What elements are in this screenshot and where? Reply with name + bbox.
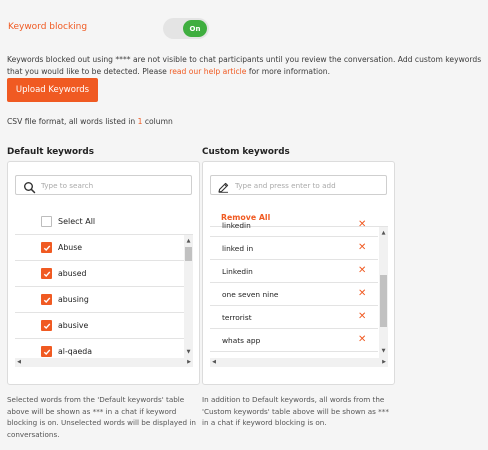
keyword-checkbox[interactable] xyxy=(41,320,52,331)
keyword-checkbox[interactable] xyxy=(41,268,52,279)
csv-column-count: 1 xyxy=(137,117,143,126)
description-text-end: for more information. xyxy=(246,67,331,76)
toggle-on-label: On xyxy=(183,20,207,37)
scrollbar-thumb[interactable] xyxy=(185,247,192,261)
keyword-checkbox[interactable] xyxy=(41,294,52,305)
keyword-label: abused xyxy=(58,269,87,278)
default-list-horizontal-scrollbar[interactable] xyxy=(15,358,193,367)
csv-note-text-end: column xyxy=(142,117,173,126)
select-all-label: Select All xyxy=(58,216,96,226)
keyword-label: abusing xyxy=(58,295,89,304)
scroll-left-arrow-icon[interactable]: ◀ xyxy=(17,359,21,365)
remove-keyword-icon[interactable]: ✕ xyxy=(358,242,367,253)
custom-keyword-label: one seven nine xyxy=(222,290,279,299)
select-all-checkbox[interactable] xyxy=(41,216,52,227)
csv-note-text: CSV file format, all words listed in xyxy=(7,117,138,126)
upload-keywords-button[interactable]: Upload Keywords xyxy=(7,78,98,102)
remove-all-button[interactable]: Remove All xyxy=(221,213,271,222)
list-item[interactable] xyxy=(15,261,185,287)
default-keywords-note: Selected words from the 'Default keywords' table above will be shown as *** in a chat if keyword blocking is on. Unselected words will be displayed in conversations. xyxy=(7,395,196,439)
custom-keyword-entry[interactable] xyxy=(210,175,387,195)
scroll-up-arrow-icon[interactable]: ▲ xyxy=(186,238,191,244)
keyword-checkbox[interactable] xyxy=(41,242,52,253)
keyword-blocking-title: Keyword blocking xyxy=(8,22,88,32)
keyword-label: al-qaeda xyxy=(58,347,93,356)
custom-list-horizontal-scrollbar[interactable] xyxy=(210,358,388,367)
scroll-right-arrow-icon[interactable]: ▶ xyxy=(382,359,386,365)
list-item[interactable] xyxy=(15,287,185,313)
default-list-vertical-scrollbar[interactable] xyxy=(184,235,193,359)
scroll-down-arrow-icon[interactable]: ▼ xyxy=(381,348,386,354)
keyword-blocking-description xyxy=(7,54,485,78)
description-text: Keywords blocked out using **** are not visible to chat participants until you review the conversation. Add custom keywords that you would like to be detected. Please xyxy=(7,55,482,76)
custom-keyword-label: whats app xyxy=(222,336,261,345)
custom-keywords-panel xyxy=(202,161,395,385)
list-item xyxy=(210,237,378,260)
default-keywords-panel xyxy=(7,161,200,385)
remove-keyword-icon[interactable]: ✕ xyxy=(358,288,367,299)
remove-keyword-icon[interactable]: ✕ xyxy=(358,311,367,322)
custom-keywords-title: Custom keywords xyxy=(202,147,290,157)
remove-keyword-icon[interactable]: ✕ xyxy=(358,219,367,230)
scroll-up-arrow-icon[interactable]: ▲ xyxy=(381,230,386,236)
remove-keyword-icon[interactable]: ✕ xyxy=(358,334,367,345)
custom-keyword-label: terrorist xyxy=(222,313,252,322)
scroll-right-arrow-icon[interactable]: ▶ xyxy=(187,359,191,365)
keyword-blocking-toggle[interactable] xyxy=(163,18,209,39)
custom-keyword-label: linkedin xyxy=(222,221,251,230)
custom-keywords-note: In addition to Default keywords, all words from the 'Custom keywords' table above will be shown as *** in a chat if keyword blocking is on. xyxy=(202,395,389,427)
scroll-down-arrow-icon[interactable]: ▼ xyxy=(186,349,191,355)
search-input[interactable] xyxy=(41,178,186,192)
list-item xyxy=(210,283,378,306)
help-article-link[interactable]: read our help article xyxy=(169,67,247,76)
list-item xyxy=(210,260,378,283)
search-icon xyxy=(23,179,36,192)
list-item xyxy=(210,306,378,329)
list-item[interactable] xyxy=(15,235,185,261)
keyword-label: abusive xyxy=(58,321,89,330)
list-item xyxy=(210,214,378,237)
list-item[interactable] xyxy=(15,313,185,339)
keyword-checkbox[interactable] xyxy=(41,346,52,357)
custom-keyword-label: linked in xyxy=(222,244,254,253)
csv-format-note xyxy=(7,117,173,126)
custom-keywords-list xyxy=(210,219,388,357)
keyword-label: Abuse xyxy=(58,243,83,252)
scrollbar-thumb[interactable] xyxy=(380,275,387,327)
keyword-blocking-header xyxy=(8,18,208,40)
custom-list-vertical-scrollbar[interactable] xyxy=(379,227,388,358)
default-keywords-search[interactable] xyxy=(15,175,192,195)
custom-keyword-input[interactable] xyxy=(235,178,383,192)
select-all-row[interactable] xyxy=(41,214,95,228)
list-item xyxy=(210,329,378,352)
default-keywords-list xyxy=(15,234,193,358)
default-keywords-title: Default keywords xyxy=(7,147,94,157)
pencil-icon xyxy=(217,179,230,192)
remove-keyword-icon[interactable]: ✕ xyxy=(358,265,367,276)
scroll-left-arrow-icon[interactable]: ◀ xyxy=(212,359,216,365)
custom-keyword-label: Linkedin xyxy=(222,267,253,276)
